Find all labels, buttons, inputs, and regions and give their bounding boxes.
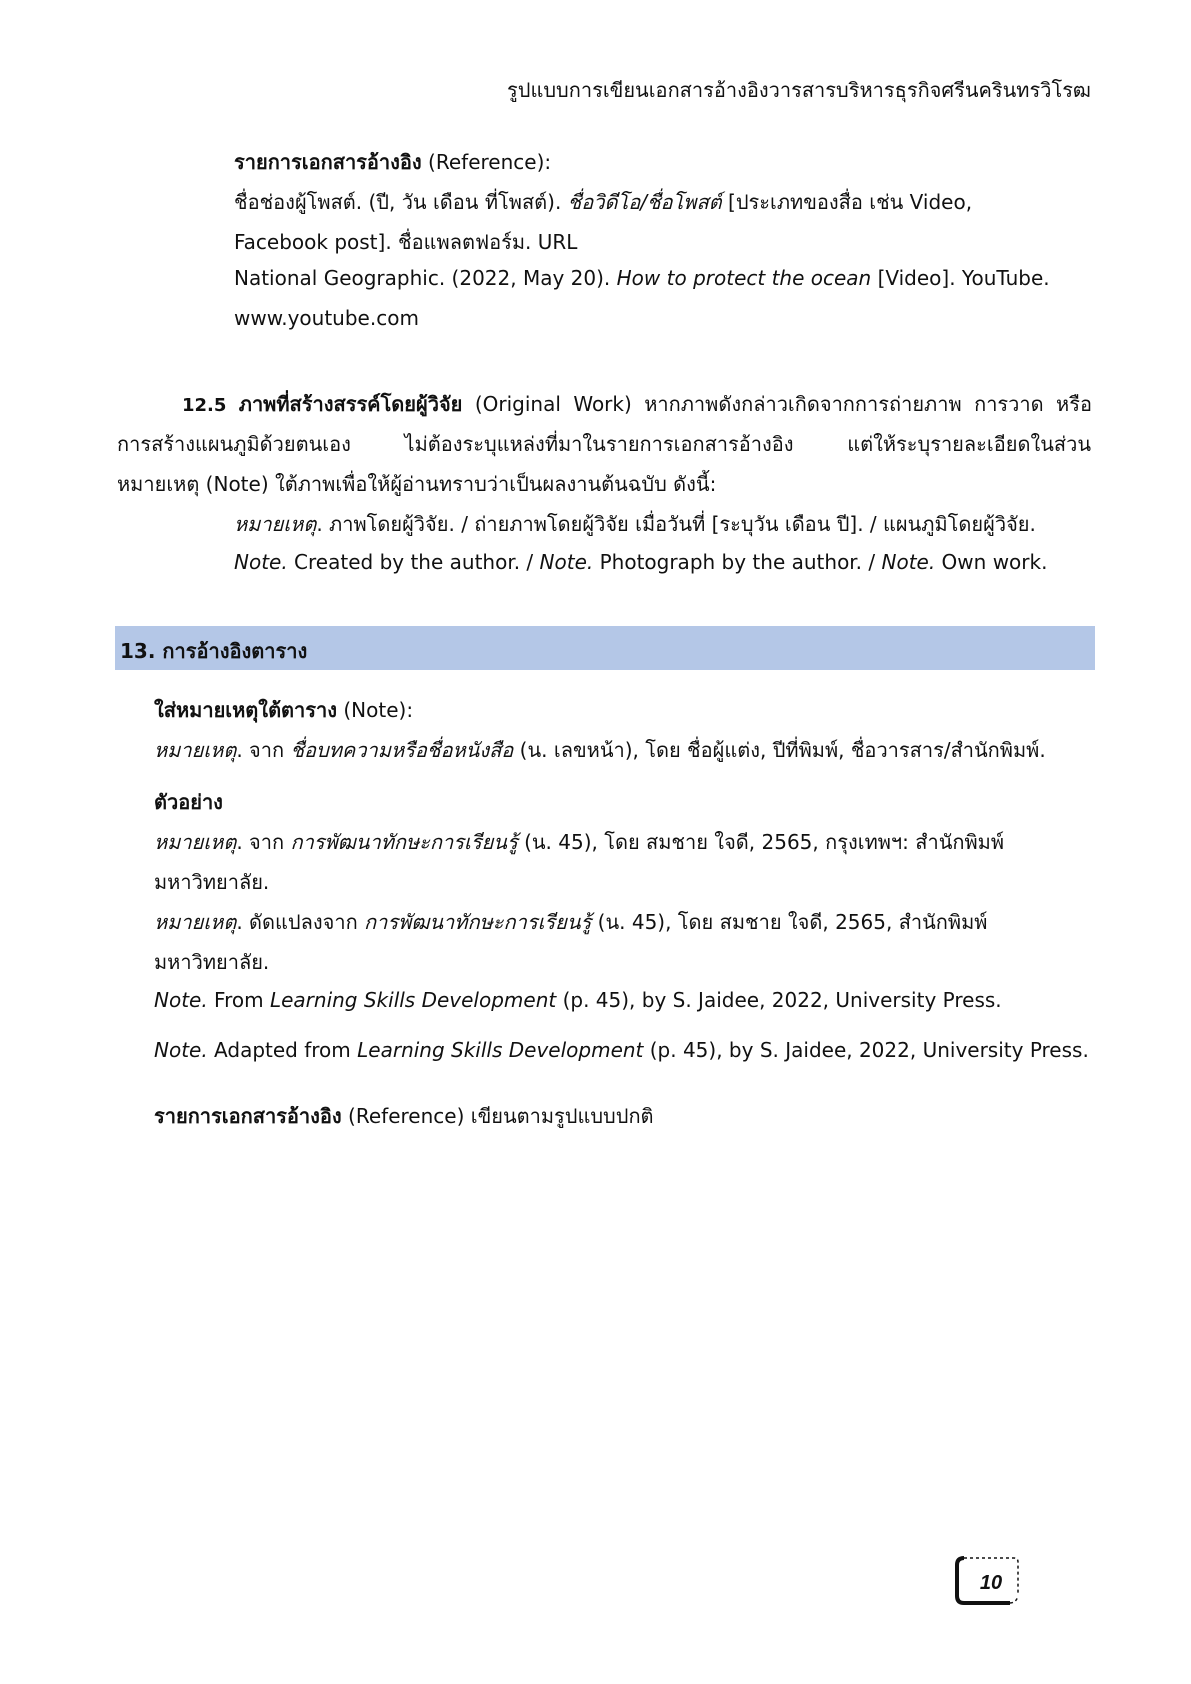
reference-example-line-2: www.youtube.com: [234, 306, 419, 330]
section-13-heading: 13. การอ้างอิงตาราง: [120, 639, 308, 663]
reference-format-line-2: Facebook post]. ชื่อแพลตฟอร์ม. URL: [234, 230, 578, 254]
page-tab-icon: [954, 1556, 1020, 1606]
english-example-2: Note. Adapted from Learning Skills Development (p. 45), by S. Jaidee, 2022, University Press.: [154, 1038, 1089, 1062]
example-2-line-1: หมายเหตุ. ดัดแปลงจาก การพัฒนาทักษะการเรียนรู้ (น. 45), โดย สมชาย ใจดี, 2565, สำนักพิมพ์: [154, 910, 988, 934]
section-12-5-line-1: 12.5 ภาพที่สร้างสรรค์โดยผู้วิจัย (Original Work) หากภาพดังกล่าวเกิดจากการถ่ายภาพ การวาด หรือ: [182, 392, 1092, 416]
section-13-heading-band: [115, 626, 1095, 670]
example-1-line-1: หมายเหตุ. จาก การพัฒนาทักษะการเรียนรู้ (น. 45), โดย สมชาย ใจดี, 2565, กรุงเทพฯ: สำนักพิมพ์: [154, 830, 1005, 854]
page-number: 10: [979, 1572, 1003, 1594]
table-note-heading: ใส่หมายเหตุใต้ตาราง (Note):: [154, 698, 414, 722]
page-number-box: [954, 1556, 1020, 1606]
english-note-example: Note. Created by the author. / Note. Photograph by the author. / Note. Own work.: [234, 550, 1048, 574]
section-12-5-line-2: การสร้างแผนภูมิด้วยตนเอง ไม่ต้องระบุแหล่งที่มาในรายการเอกสารอ้างอิง แต่ให้ระบุรายละเอียดในส่วน: [117, 432, 1091, 456]
running-header: รูปแบบการเขียนเอกสารอ้างอิงวารสารบริหารธุรกิจศรีนครินทรวิโรฒ: [507, 78, 1091, 102]
section-12-5-line-3: หมายเหตุ (Note) ใต้ภาพเพื่อให้ผู้อ่านทราบว่าเป็นผลงานต้นฉบับ ดังนี้:: [117, 472, 717, 496]
table-note-format: หมายเหตุ. จาก ชื่อบทความหรือชื่อหนังสือ (น. เลขหน้า), โดย ชื่อผู้แต่ง, ปีที่พิมพ์, ชื่อวารสาร/สำนักพิมพ์.: [154, 738, 1046, 762]
thai-note-example: หมายเหตุ. ภาพโดยผู้วิจัย. / ถ่ายภาพโดยผู้วิจัย เมื่อวันที่ [ระบุวัน เดือน ปี]. / แผนภูมิโดยผู้วิจัย.: [234, 512, 1036, 536]
reference-format-line-1: ชื่อช่องผู้โพสต์. (ปี, วัน เดือน ที่โพสต์). ชื่อวิดีโอ/ชื่อโพสต์ [ประเภทของสื่อ เช่น Video,: [234, 190, 973, 214]
example-1-line-2: มหาวิทยาลัย.: [154, 870, 270, 894]
english-example-1: Note. From Learning Skills Development (p. 45), by S. Jaidee, 2022, University Press.: [154, 988, 1002, 1012]
reference-note: รายการเอกสารอ้างอิง (Reference) เขียนตามรูปแบบปกติ: [154, 1104, 654, 1128]
example-2-line-2: มหาวิทยาลัย.: [154, 950, 270, 974]
reference-heading: รายการเอกสารอ้างอิง (Reference):: [234, 150, 552, 174]
reference-example-line-1: National Geographic. (2022, May 20). How to protect the ocean [Video]. YouTube.: [234, 266, 1050, 290]
example-heading: ตัวอย่าง: [154, 790, 223, 814]
